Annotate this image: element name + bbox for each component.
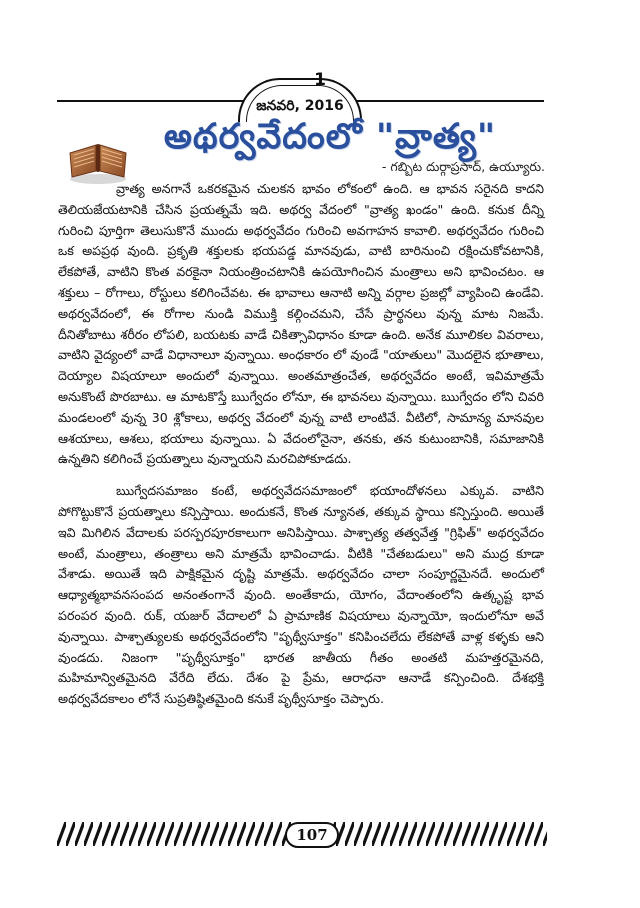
article-author: - గబ్బిట దుర్గాప్రసాద్, ఉయ్యూరు. xyxy=(381,159,545,174)
body-paragraph: వ్రాత్య అనగానే ఒకరకమైన చులకన భావం లోకంలో ఉంది. ఆ భావన సరైనది కాదని తెలియజేయటానికి చేసిన ప్రయత్నమే ఇది. అథర్వ వేదంలో "వ్రాత్య ఖండం" ఉంది. కనుక దీన్ని గురించి పూర్తిగా తెలుసుకొనే ముందు అథర్వవేదం గురించి అవగాహన కావాలి. అథర్వవేదం గురించి ఒక అపప్రథ వుంది. ప్రకృతి శక్తులకు భయపడ్డ మానవుడు, వాటి బారినుంచి రక్షించుకోవటానికి, లేకపోతే, వాటిని కొంత వరకైనా నియంత్రించటానికి ఉపయోగించిన మంత్రాలు అని భావించటం. ఆ శక్తులు – రోగాలు, రోస్టులు కలిగించేవట. ఈ భావాలు ఆనాటి అన్ని వర్గాల ప్రజల్లో వ్యాపించి ఉండేవి. అథర్వవేదంలో, ఈ రోగాల నుండి విముక్తి కల్గించమని, చేసే ప్రార్థనలు వున్న మాట నిజమే. దీనితోబాటు శరీరం లోపలి, బయటకు వాడే చికిత్సావిధానం కూడా ఉంది. అనేక మూలికల వివరాలు, వాటిని వైద్యంలో వాడే విధానాలూ వున్నాయి. అంధకారం లో వుండే "యాతులు" మొదలైన భూతాలు, దెయ్యాల విషయాలూ అందులో వున్నాయి. అంతమాత్రంచేత, అథర్వవేదం అంటే, ఇవిమాత్రమే అనుకొంటే పొరబాటు. ఆ మాటకొస్తే ఋగ్వేదం లోనూ, ఈ భావనలు వున్నాయి. ఋగ్వేదం లోని చివరి మండలంలో వున్న 30 శ్లోకాలు, అథర్వ వేదంలో వున్న వాటి లాంటివే. వీటిలో, సామాన్య మానవుల ఆశయాలు, ఆశలు, భయాలు వున్నాయి. ఏ వేదంలోనైనా, తనకు, తన కుటుంబానికి, సమాజానికి ఉన్నతిని కలిగించే ప్రయత్నాలు వున్నాయని మరచిపోకూడదు. xyxy=(58,181,544,467)
issue-date: జనవరి, 2016 xyxy=(256,98,344,114)
body-paragraph: ఋగ్వేదసమాజం కంటే, అథర్వవేదసమాజంలో భయాందోళనలు ఎక్కువ. వాటిని పోగొట్టుకొనే ప్రయత్నాలు కన్పిస్తాయి. అందుకనే, కొంత న్యూనత, తక్కువ స్థాయి కన్పిస్తుంది. అయితే ఇవి మిగిలిన వేదాలకు పరస్పరపూరకాలుగా అనిపిస్తాయి. పాశ్చాత్య తత్వవేత్త "గ్రిఫిత్" అథర్వవేదం అంటే, మంత్రాలు, తంత్రాలు అని మాత్రమే భావించాడు. వీటికి "చేతబడులు" అని ముద్ర కూడా వేశాడు. అయితే ఇది పాక్షికమైన దృష్టి మాత్రమే. అథర్వవేదం చాలా సంపూర్ణమైనదే. అందులో ఆధ్యాత్మభావనసంపద అనంతంగానే వుంది. అంతేకాదు, యోగం, వేదాంతంలోని ఉత్కృష్ట భావ పరంపర వుంది. రుక్, యజుర్ వేదాలలో ఏ ప్రామాణిక విషయాలు వున్నాయో, ఇందులోనూ అవే వున్నాయి. పాశ్చాత్యులకు అథర్వవేదంలోని "పృథ్వీసూక్తం" కనిపించలేదు లేకపోతే వాళ్ల కళ్ళకు ఆని వుండదు. నిజంగా "పృథ్వీసూక్తం" భారత జాతీయ గీతం అంతటి మహత్తరమైనది, మహిమాన్వితమైనది వేరేది లేదు. దేశం పై ప్రేమ, ఆరాధనా ఆనాడే కన్పించింది. దేశభక్తి అథర్వవేదకాలం లోనే సుప్రతిష్ఠితమైంది కనుకే పృథ్వీసూక్తం చెప్పారు. xyxy=(58,483,544,707)
issue-number: 1 xyxy=(314,70,326,90)
article-body xyxy=(58,179,544,710)
page-number: 107 xyxy=(285,822,339,848)
article-title: అథర్వవేదంలో "వ్రాత్య" xyxy=(163,116,497,157)
